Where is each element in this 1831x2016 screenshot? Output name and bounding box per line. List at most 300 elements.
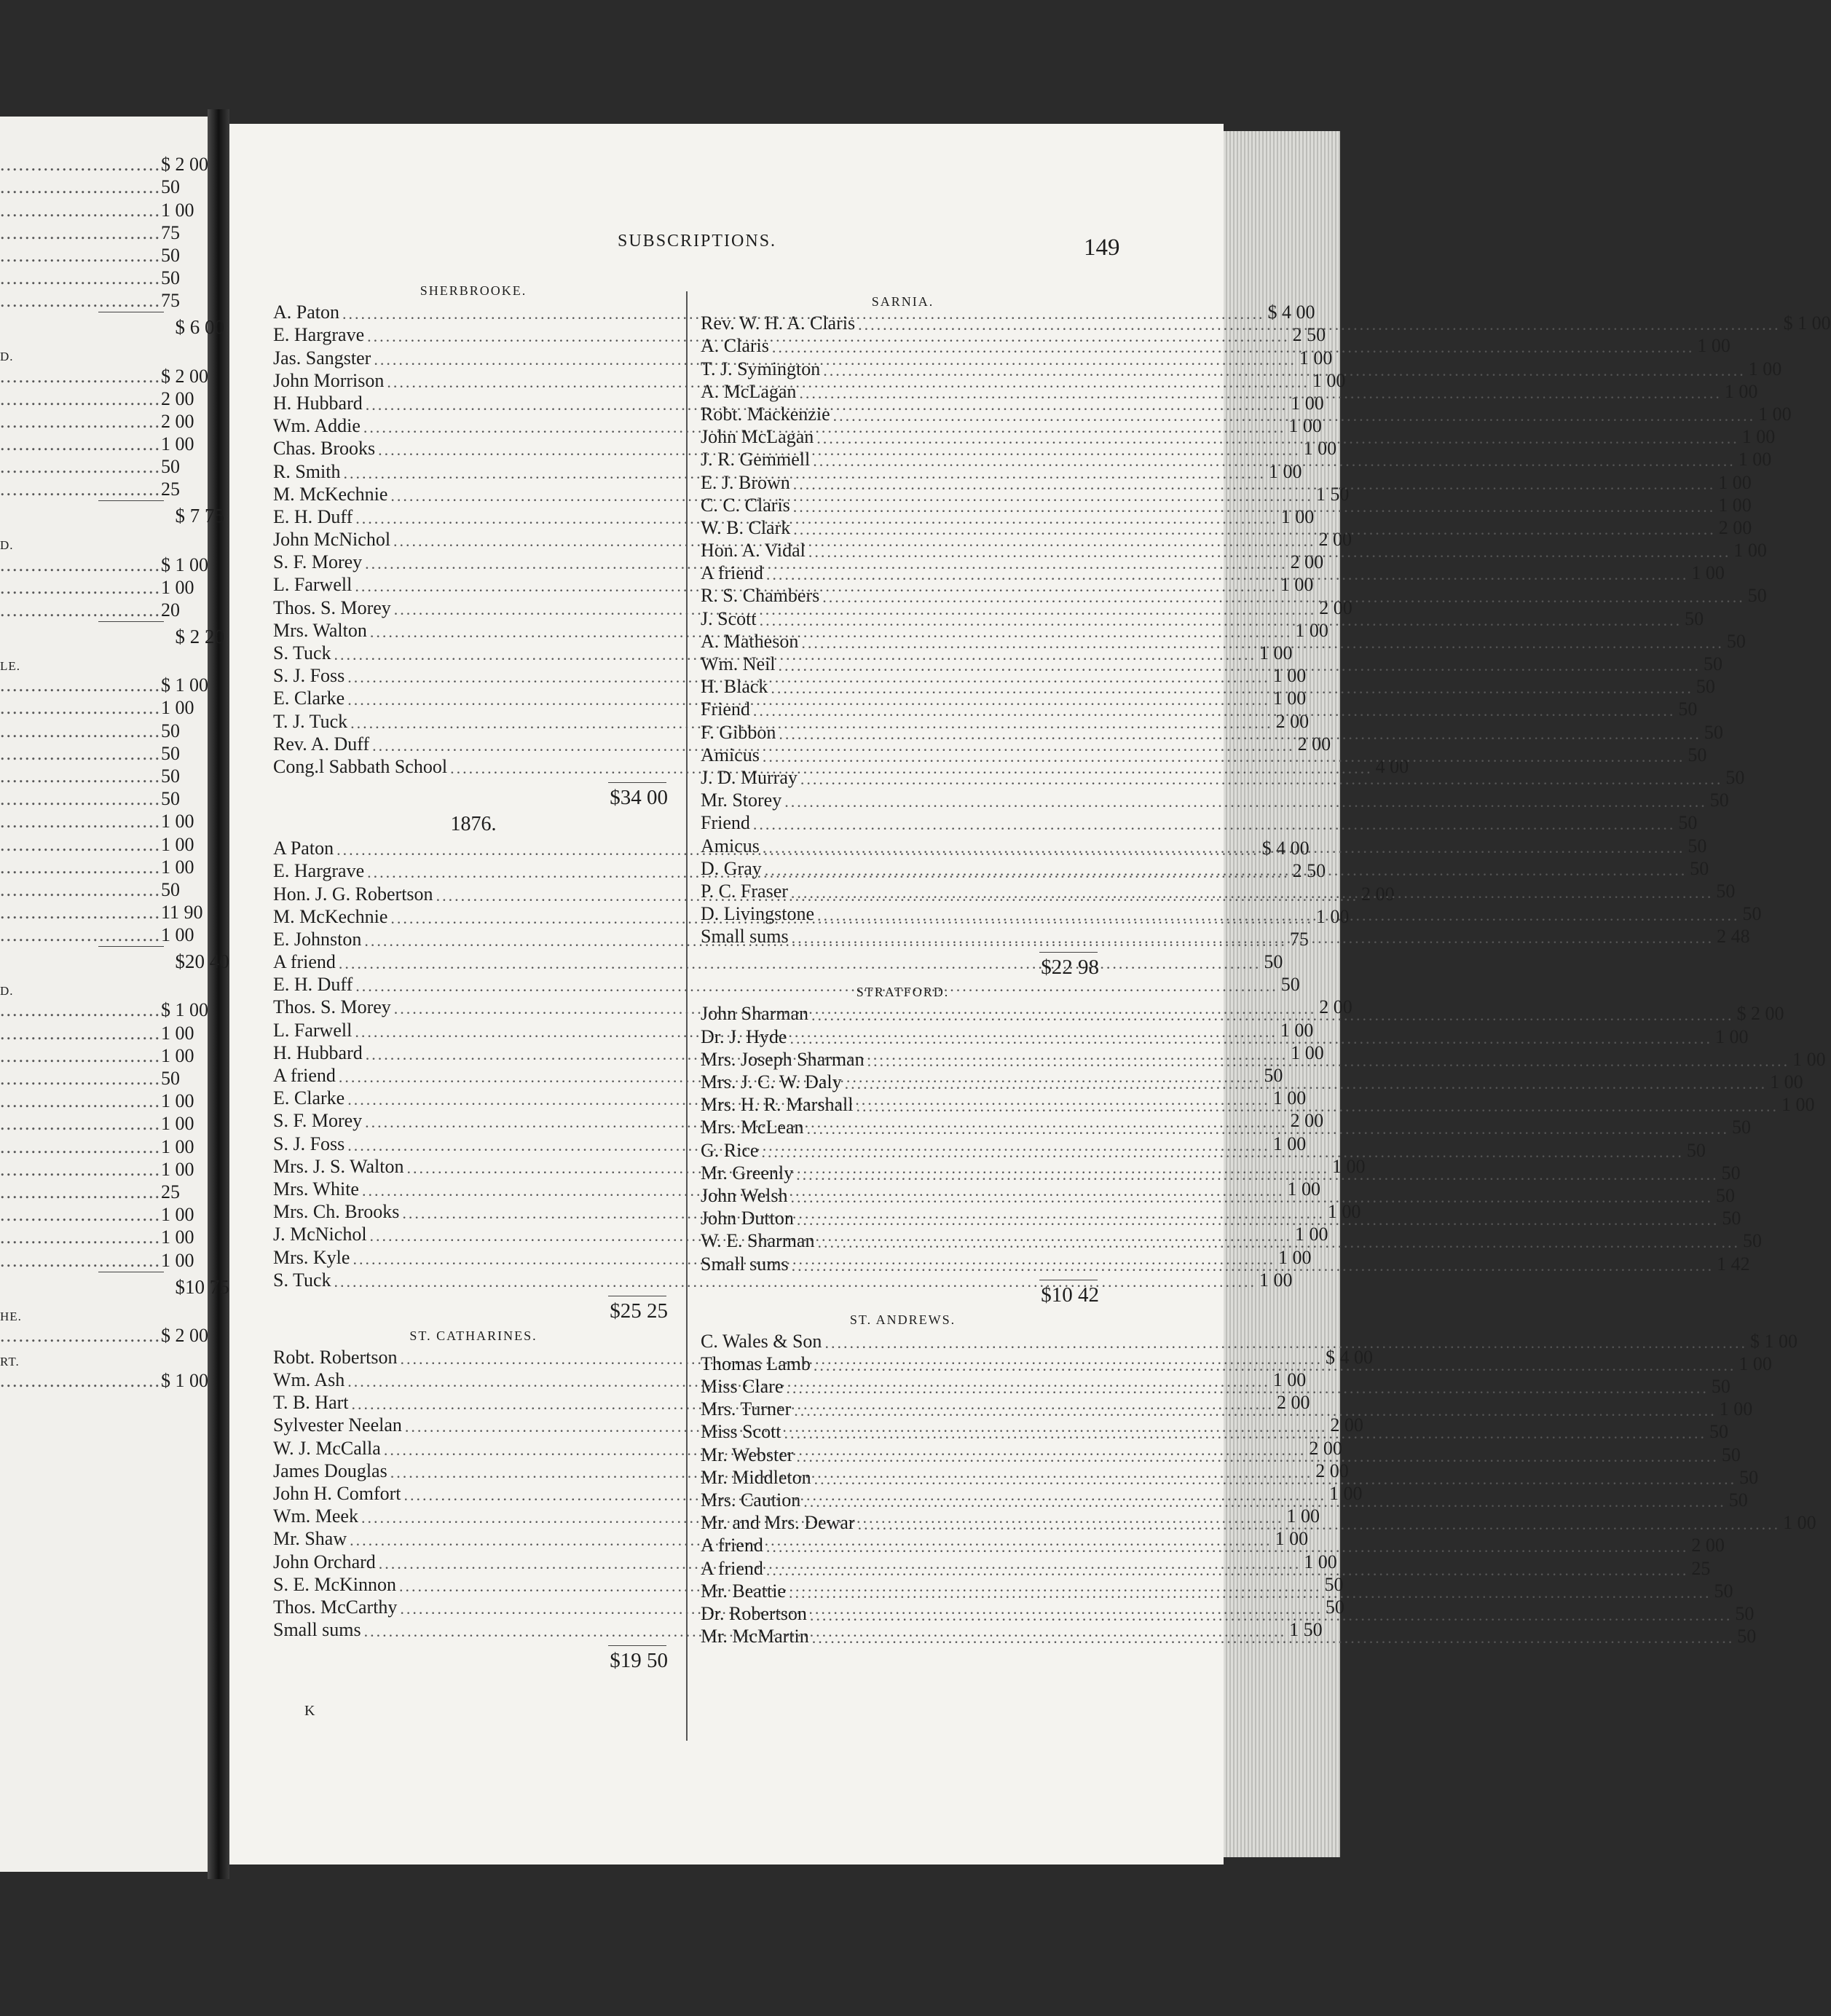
subscription-amount: 1 00: [1272, 1087, 1307, 1109]
fragment-amount: 1 00: [161, 697, 194, 719]
subscriber-name: Mrs. Kyle: [273, 1246, 350, 1268]
fragment-row: [0, 787, 180, 810]
leader-dots: ..........................: [0, 456, 161, 478]
subscription-amount: 2 00: [1315, 1460, 1349, 1481]
subscription-amount: 1 00: [1295, 1224, 1328, 1245]
fragment-row: [0, 410, 194, 433]
subscription-amount: 1 00: [1259, 1269, 1293, 1291]
fragment-row: [0, 1021, 194, 1044]
leader-dots: [817, 906, 1740, 925]
leader-dots: [810, 1606, 1733, 1625]
fragment-row: [0, 198, 194, 221]
subscription-amount: $ 1 00: [1749, 1330, 1797, 1352]
page-header: SUBSCRIPTIONS.: [618, 232, 777, 251]
fragment-amount: $20 40: [175, 950, 229, 973]
fragment-row: [0, 622, 224, 651]
fragment-amount: 1 00: [161, 924, 194, 946]
subscription-amount: 1 00: [1718, 471, 1752, 493]
subscription-amount: 1 00: [1733, 540, 1767, 562]
leader-dots: ..........................: [0, 1181, 161, 1202]
subscriber-name: P. C. Fraser: [701, 880, 788, 902]
subscriber-row: [701, 789, 1729, 811]
fragment-row: [0, 455, 180, 478]
subscriber-name: W. B. Clark: [701, 516, 791, 538]
subscriber-name: S. Tuck: [273, 1269, 331, 1291]
subscriber-row: [701, 1048, 1826, 1071]
fragment-amount: 50: [161, 720, 180, 741]
leader-dots: [786, 1379, 1709, 1398]
leader-dots: [793, 520, 1716, 539]
subscriber-name: E. Johnston: [273, 928, 362, 950]
subscription-amount: 50: [1726, 630, 1746, 652]
leader-dots: [794, 1401, 1717, 1420]
subscription-amount: 50: [1739, 1466, 1759, 1488]
subscriber-name: C. Wales & Son: [701, 1330, 822, 1352]
subscription-amount: 2 00: [1297, 733, 1331, 755]
subscriber-name: Thos. S. Morey: [273, 996, 391, 1018]
subscriber-name: Dr. J. Hyde: [701, 1025, 787, 1047]
subscriber-name: M. McKechnie: [273, 905, 388, 927]
subscriber-name: John Welsh: [701, 1184, 788, 1206]
subscription-amount: 2 00: [1290, 1110, 1324, 1132]
leader-dots: [765, 861, 1688, 880]
subscriber-name: Rev. A. Duff: [273, 733, 370, 755]
subscription-amount: 1 00: [1272, 665, 1307, 687]
subscription-amount: $ 1 00: [1783, 312, 1831, 334]
subscriber-row: [701, 1330, 1797, 1352]
leader-dots: [858, 1515, 1781, 1534]
leader-dots: [791, 883, 1714, 902]
subscription-amount: 1 00: [1714, 1025, 1749, 1047]
leader-dots: [817, 1233, 1740, 1252]
leader-dots: [796, 1447, 1719, 1466]
subscription-amount: 50: [1678, 698, 1698, 720]
subscription-amount: $ 4 00: [1325, 1346, 1373, 1368]
subscriber-name: S. F. Morey: [273, 551, 363, 573]
fragment-amount: 75: [161, 290, 180, 312]
section-title: ST. ANDREWS.: [849, 1312, 956, 1327]
subscription-amount: 50: [1690, 857, 1709, 879]
fragment-row: [0, 1112, 194, 1135]
subscriber-name: Robt. Robertson: [273, 1346, 398, 1368]
subscriber-name: Robt. Mackenzie: [701, 403, 830, 425]
subscription-amount: 50: [1742, 903, 1762, 925]
subscription-amount: 1 00: [1286, 1505, 1320, 1527]
fragment-row: [0, 153, 208, 176]
subscription-amount: 1 00: [1280, 574, 1314, 596]
subscriber-row: [273, 1269, 1293, 1291]
fragment-row: [0, 176, 180, 198]
leader-dots: [784, 792, 1707, 811]
subscription-amount: 1 00: [1295, 619, 1328, 641]
fragment-amount: $ 7 75: [175, 505, 224, 527]
fragment-amount: 50: [161, 765, 180, 787]
fragment-amount: 25: [161, 479, 180, 500]
leader-dots: [823, 361, 1746, 380]
leader-dots: ..........................: [0, 365, 161, 387]
subscription-amount: 1 00: [1758, 403, 1792, 425]
leader-dots: ..........................: [0, 674, 161, 696]
section-title: STRATFORD.: [856, 985, 950, 1000]
subscriber-name: Mr. Webster: [701, 1444, 794, 1465]
subscriber-row: [701, 357, 1782, 379]
subscriber-row: [701, 470, 1752, 493]
subscriber-name: A. Paton: [273, 302, 339, 323]
signature-mark: K: [304, 1703, 315, 1719]
fragment-heading: HE.: [0, 1309, 22, 1323]
subscription-amount: 2 00: [1318, 529, 1352, 551]
leader-dots: [799, 384, 1722, 403]
fragment-amount: $ 1 00: [161, 554, 208, 575]
subscription-amount: 50: [1688, 835, 1707, 857]
fragment-row: [0, 878, 180, 901]
fragment-amount: 1 00: [161, 1135, 194, 1157]
subscription-amount: 2 00: [1330, 1414, 1363, 1436]
fragment-row: [0, 342, 164, 364]
subscription-amount: 50: [1714, 1580, 1733, 1602]
subscriber-name: Rev. W. H. A. Claris: [701, 312, 856, 334]
subscription-amount: 4 00: [1375, 755, 1409, 777]
leader-dots: ..........................: [0, 788, 161, 810]
subscription-amount: 2 00: [1718, 516, 1752, 538]
leader-dots: [793, 497, 1716, 516]
leader-dots: [867, 1052, 1790, 1071]
subscriber-name: Small sums: [701, 1253, 789, 1275]
fragment-row: [0, 387, 194, 410]
leader-dots: ..........................: [0, 410, 161, 432]
fragment-row: [0, 289, 180, 312]
left-page-fragment: [0, 153, 229, 1392]
fragment-amount: 1 00: [161, 1158, 194, 1180]
subscription-amount: 1 00: [1275, 1528, 1309, 1550]
subscriber-name: A friend: [701, 1557, 763, 1579]
subscription-amount: 1 00: [1303, 438, 1337, 460]
subscription-amount: 50: [1685, 607, 1704, 629]
fragment-amount: 2 00: [161, 410, 194, 432]
leader-dots: [801, 634, 1724, 653]
subscriber-name: S. Tuck: [273, 642, 331, 664]
leader-dots: [808, 543, 1731, 562]
leader-dots: ..........................: [0, 720, 161, 741]
subscriber-name: Mr. Beattie: [701, 1580, 786, 1602]
subscriber-name: S. F. Morey: [273, 1110, 363, 1132]
leader-dots: [766, 1537, 1689, 1556]
subscription-amount: 1 00: [1304, 1551, 1337, 1572]
subscriber-name: E. H. Duff: [273, 974, 353, 996]
leader-dots: ..........................: [0, 554, 161, 575]
subscription-amount: 2 00: [1361, 883, 1395, 905]
fragment-row: [0, 244, 180, 267]
subscriber-name: G. Rice: [701, 1139, 759, 1161]
fragment-amount: 50: [161, 742, 180, 764]
book-gutter: [208, 109, 229, 1879]
subscription-amount: 50: [1725, 766, 1745, 788]
subscriber-name: E. Clarke: [273, 1087, 345, 1109]
leader-dots: [753, 701, 1676, 720]
section-total: $22 98: [1041, 956, 1099, 980]
fragment-amount: 1 00: [161, 856, 194, 878]
subscriber-name: Mrs. White: [273, 1178, 359, 1200]
subscriber-name: Mr. Greenly: [701, 1162, 794, 1184]
leader-dots: ..........................: [0, 1369, 161, 1391]
subscriber-name: A friend: [701, 562, 763, 584]
leader-dots: [779, 656, 1701, 675]
leader-dots: [792, 929, 1714, 948]
leader-dots: [792, 1256, 1714, 1275]
subscriber-name: Chas. Brooks: [273, 438, 376, 460]
fragment-amount: 50: [161, 176, 180, 198]
leader-dots: [791, 1188, 1714, 1207]
subscription-amount: 2 00: [1277, 1392, 1310, 1414]
subscription-amount: 1 00: [1259, 642, 1293, 664]
subscriber-name: E. Hargrave: [273, 860, 365, 882]
section-title: ST. CATHARINES.: [409, 1328, 538, 1343]
fragment-row: [0, 1302, 164, 1324]
fragment-amount: 2 00: [161, 387, 194, 409]
subscription-amount: 50: [1264, 951, 1283, 973]
subscription-amount: 50: [1709, 1421, 1729, 1443]
leader-dots: ..........................: [0, 1044, 161, 1066]
leader-dots: [772, 338, 1695, 357]
leader-dots: ..........................: [0, 856, 161, 878]
subscription-amount: 1 50: [1315, 483, 1350, 505]
subscriber-row: [701, 811, 1698, 834]
subscriber-name: Mr. Storey: [701, 790, 782, 811]
subscription-amount: 2 00: [1319, 596, 1352, 618]
subscriber-name: D. Gray: [701, 857, 762, 879]
subscriber-name: Mrs. J. S. Walton: [273, 1155, 404, 1177]
subscription-amount: 50: [1696, 676, 1715, 698]
subscription-amount: 1 00: [1327, 1201, 1361, 1223]
section-title: SARNIA.: [871, 294, 934, 309]
subscriber-name: A friend: [701, 1535, 763, 1556]
leader-dots: ..........................: [0, 1113, 161, 1135]
subscription-amount: 1 00: [1299, 347, 1333, 369]
subscriber-name: L. Farwell: [273, 1019, 353, 1041]
subscriber-row: [701, 1025, 1749, 1047]
fragment-amount: $ 2 00: [161, 1324, 208, 1346]
subscription-amount: 2 50: [1292, 860, 1326, 882]
subscriber-name: T. J. Symington: [701, 358, 821, 379]
subscriber-name: T. J. Tuck: [273, 710, 348, 732]
subscription-amount: 50: [1704, 721, 1723, 743]
fragment-row: [0, 1226, 194, 1248]
subscription-amount: 1 50: [1289, 1619, 1323, 1641]
fragment-row: [0, 433, 194, 455]
fragment-amount: 50: [161, 878, 180, 900]
subscriber-name: E. H. Duff: [273, 505, 353, 527]
leader-dots: ..........................: [0, 1249, 161, 1271]
subscriber-name: Wm. Neil: [701, 653, 776, 674]
subscription-section: [701, 982, 1826, 1309]
subscriber-name: Hon. J. G. Robertson: [273, 883, 433, 905]
fragment-heading: D.: [0, 538, 14, 553]
subscriber-name: John McNichol: [273, 529, 391, 551]
subscription-amount: 1 00: [1697, 335, 1730, 357]
leader-dots: ..........................: [0, 811, 161, 832]
fragment-amount: $ 2 00: [161, 365, 208, 387]
leader-dots: ..........................: [0, 176, 161, 198]
fragment-amount: 1 00: [161, 1090, 194, 1112]
fragment-amount: 25: [161, 1181, 180, 1202]
subscriber-name: Amicus: [701, 744, 760, 765]
subscription-amount: 75: [1289, 928, 1309, 950]
leader-dots: [779, 725, 1701, 744]
leader-dots: ..........................: [0, 1022, 161, 1044]
subscriber-name: Wm. Meek: [273, 1505, 358, 1527]
leader-dots: [760, 611, 1682, 630]
fragment-amount: 50: [161, 244, 180, 266]
fragment-amount: 1 00: [161, 833, 194, 855]
fragment-amount: 11 90: [161, 902, 203, 924]
subscriber-name: Small sums: [701, 926, 789, 948]
leader-dots: [816, 429, 1739, 448]
subscriber-name: M. McKechnie: [273, 483, 388, 505]
fragment-row: [0, 267, 180, 289]
subscription-amount: 1 00: [1719, 1398, 1753, 1420]
fragment-row: [0, 999, 208, 1021]
leader-dots: ..........................: [0, 999, 161, 1021]
subscriber-name: Mrs. McLean: [701, 1117, 804, 1138]
subscriber-name: Mrs. Walton: [273, 619, 367, 641]
subscriber-name: A. Matheson: [701, 630, 799, 652]
subscription-amount: 1 00: [1277, 1246, 1312, 1268]
subscription-amount: 1 00: [1272, 688, 1307, 709]
subscriber-name: S. E. McKinnon: [273, 1573, 396, 1595]
leader-dots: [813, 452, 1736, 470]
subscriber-row: [701, 380, 1758, 403]
subscription-amount: 50: [1747, 585, 1767, 607]
fragment-amount: 75: [161, 221, 180, 243]
subscriber-name: Mrs. Ch. Brooks: [273, 1201, 400, 1223]
fragment-row: [0, 312, 224, 342]
fragment-row: [0, 1135, 194, 1157]
leader-dots: ..........................: [0, 433, 161, 455]
subscriber-row: [701, 1602, 1755, 1625]
fragment-amount: 1 00: [161, 576, 194, 598]
leader-dots: [803, 1492, 1726, 1511]
subscription-amount: 50: [1324, 1573, 1344, 1595]
subscriber-name: J. McNichol: [273, 1224, 367, 1245]
fragment-amount: 1 00: [161, 1249, 194, 1271]
subscription-amount: 1 00: [1331, 1155, 1366, 1177]
leader-dots: ..........................: [0, 1068, 161, 1089]
year-heading: 1876.: [450, 812, 497, 835]
leader-dots: ..........................: [0, 199, 161, 221]
subscriber-name: C. C. Claris: [701, 494, 790, 516]
subscriber-name: Mrs. H. R. Marshall: [701, 1094, 854, 1116]
subscription-amount: 50: [1280, 974, 1300, 996]
subscription-amount: $ 2 00: [1736, 1003, 1784, 1025]
subscriber-name: Mr. Middleton: [701, 1466, 811, 1488]
subscription-amount: 50: [1264, 1065, 1283, 1086]
subscriber-name: Friend: [701, 812, 750, 834]
subscriber-name: S. J. Foss: [273, 1133, 345, 1154]
subscriber-name: Thos. S. Morey: [273, 596, 391, 618]
fragment-amount: 1 00: [161, 1204, 194, 1226]
leader-dots: ..........................: [0, 1158, 161, 1180]
fragment-heading: RT.: [0, 1354, 20, 1369]
subscriber-name: H. Hubbard: [273, 392, 363, 414]
leader-dots: ..........................: [0, 244, 161, 266]
fragment-row: [0, 1090, 194, 1112]
subscription-amount: 2 48: [1717, 926, 1750, 948]
fragment-amount: $10 75: [175, 1275, 229, 1298]
leader-dots: [824, 1334, 1747, 1352]
subscriber-name: Wm. Ash: [273, 1369, 345, 1391]
subscription-amount: 2 00: [1275, 710, 1310, 732]
fragment-row: [0, 901, 203, 924]
subscription-amount: 50: [1722, 1208, 1741, 1229]
subscriber-name: Cong.l Sabbath School: [273, 755, 448, 777]
subscription-amount: 1 00: [1770, 1071, 1803, 1092]
subscriber-name: A friend: [273, 951, 336, 973]
subscriber-name: Mrs. J. C. W. Daly: [701, 1071, 842, 1092]
leader-dots: ..........................: [0, 1204, 161, 1226]
subscriber-name: S. J. Foss: [273, 665, 345, 687]
leader-dots: ..........................: [0, 902, 161, 924]
fragment-row: [0, 364, 208, 387]
fragment-amount: $ 1 00: [161, 1369, 208, 1391]
fragment-row: [0, 221, 180, 244]
subscription-amount: 50: [1688, 744, 1707, 765]
fragment-amount: 1 00: [161, 1044, 194, 1066]
subscriber-row: [701, 425, 1776, 448]
leader-dots: ..........................: [0, 1090, 161, 1112]
fragment-row: [0, 1347, 164, 1369]
leader-dots: [856, 1097, 1779, 1116]
leader-dots: [766, 565, 1689, 584]
subscription-amount: 50: [1716, 880, 1736, 902]
fragment-amount: 50: [161, 456, 180, 478]
fragment-amount: 50: [161, 788, 180, 810]
subscriber-name: John Dutton: [701, 1208, 794, 1229]
fragment-amount: 1 00: [161, 811, 194, 832]
subscription-amount: 50: [1721, 1444, 1741, 1465]
leader-dots: [814, 1470, 1737, 1489]
subscription-amount: 1 00: [1312, 369, 1346, 391]
fragment-row: [0, 1248, 194, 1271]
leader-dots: [811, 1006, 1734, 1025]
subscription-amount: 50: [1325, 1596, 1344, 1618]
subscriber-name: A friend: [273, 1065, 336, 1086]
subscriber-name: James Douglas: [273, 1460, 387, 1481]
leader-dots: ..........................: [0, 1324, 161, 1346]
fragment-row: [0, 1158, 194, 1181]
leader-dots: [753, 815, 1676, 834]
subscriber-name: Amicus: [701, 835, 760, 857]
subscriber-row: [701, 1002, 1784, 1025]
subscription-amount: $ 4 00: [1261, 838, 1310, 859]
subscriber-name: J. D. Murray: [701, 766, 798, 788]
fragment-row: [0, 976, 164, 999]
fragment-amount: $ 1 00: [161, 674, 208, 696]
leader-dots: ..........................: [0, 479, 161, 500]
subscription-amount: 1 00: [1724, 380, 1758, 402]
fragment-amount: $ 6 00: [175, 316, 224, 339]
subscription-amount: 50: [1704, 653, 1723, 674]
subscriber-name: John McLagan: [701, 426, 814, 448]
subscription-amount: 50: [1711, 1376, 1730, 1398]
subscriber-name: E. J. Brown: [701, 471, 790, 493]
subscriber-name: John Sharman: [701, 1003, 809, 1025]
fragment-row: [0, 1324, 208, 1347]
fragment-row: [0, 696, 194, 719]
leader-dots: [800, 770, 1723, 789]
leader-dots: [761, 1143, 1684, 1162]
subscriber-name: Mr. McMartin: [701, 1626, 809, 1647]
subscription-amount: 1 00: [1287, 1178, 1320, 1200]
